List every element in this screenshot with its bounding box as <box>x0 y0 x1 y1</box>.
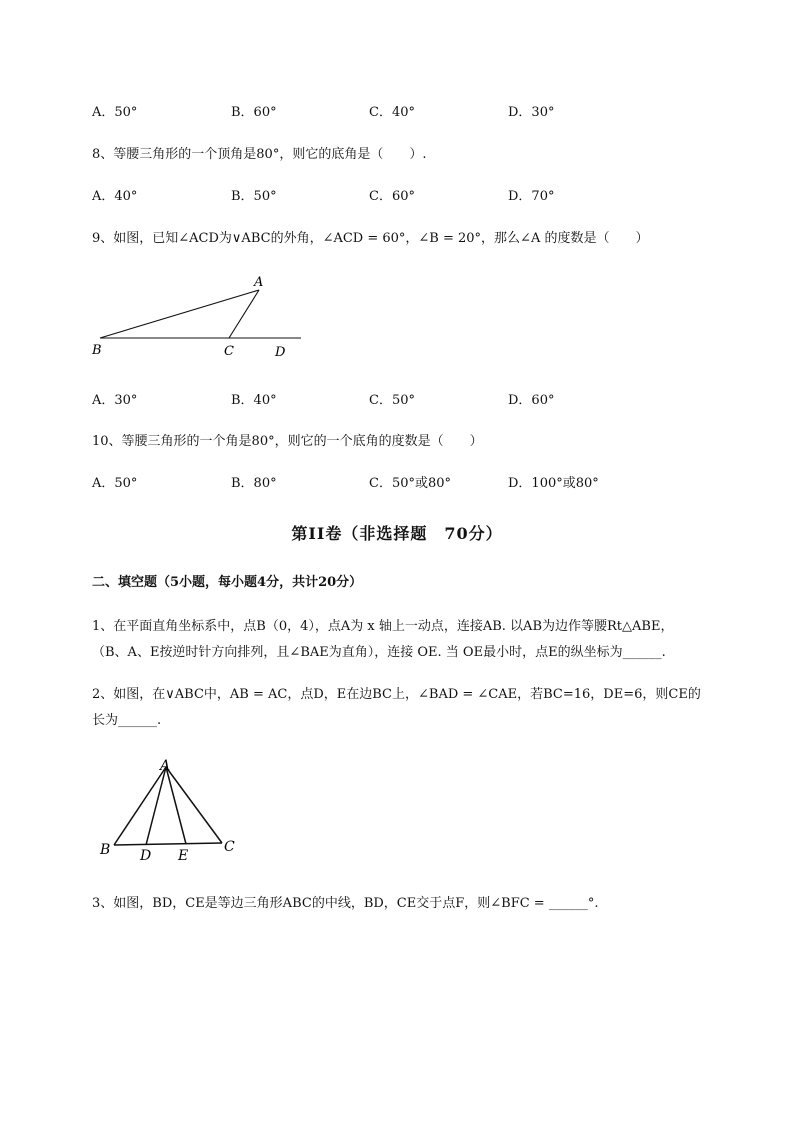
q7-option-d: D．30° <box>508 105 555 120</box>
f2-label-d: D <box>140 848 152 864</box>
f3-line1: 3、如图，BD，CE是等边三角形ABC的中线，BD，CE交于点F，则∠BFC = ______°. <box>92 896 599 911</box>
q7-option-c: C．40° <box>369 105 415 120</box>
q8-option-c: C．60° <box>369 189 415 204</box>
q7-option-a: A．50° <box>92 105 138 120</box>
q7-option-b: B．60° <box>231 105 277 120</box>
f2-figure <box>96 755 246 867</box>
q9-label-d: D <box>275 345 286 360</box>
f2-line2: 长为______. <box>92 713 162 728</box>
q9-label-a: A <box>254 275 264 290</box>
q8-option-b: B．50° <box>231 189 277 204</box>
q9-option-d: D．60° <box>508 393 555 408</box>
q8-option-d: D．70° <box>508 189 555 204</box>
f1-line1: 1、在平面直角坐标系中，点B（0，4），点A为 x 轴上一动点，连接AB. 以AB为边作等腰Rt△ABE， <box>92 619 674 634</box>
q8-stem: 8、等腰三角形的一个顶角是80°，则它的底角是（ ）. <box>92 147 427 162</box>
f1-line2: （B、A、E按逆时针方向排列，且∠BAE为直角），连接 OE. 当 OE最小时，点E的纵坐标为______. <box>92 645 666 660</box>
q9-option-a: A．30° <box>92 393 138 408</box>
q10-option-d: D．100°或80° <box>508 476 599 491</box>
f2-label-a: A <box>160 758 171 774</box>
q9-stem: 9、如图，已知∠ACD为∨ABC的外角，∠ACD = 60°，∠B = 20°，那么∠A 的度数是（ ） <box>92 231 649 246</box>
q10-stem: 10、等腰三角形的一个角是80°，则它的一个底角的度数是（ ） <box>92 434 483 449</box>
f2-label-c: C <box>224 839 235 855</box>
q9-figure <box>88 270 318 365</box>
f2-line1: 2、如图，在∨ABC中，AB = AC，点D，E在边BC上，∠BAD = ∠CAE，若BC=16，DE=6，则CE的 <box>92 687 701 702</box>
q10-option-a: A．50° <box>92 476 138 491</box>
q9-label-c: C <box>224 344 234 359</box>
part2-title: 第II卷（非选择题 70分） <box>291 524 503 543</box>
section2-header: 二、填空题（5小题，每小题4分，共计20分） <box>92 575 363 590</box>
q9-label-b: B <box>92 343 102 358</box>
q9-option-b: B．40° <box>231 393 277 408</box>
q9-option-c: C．50° <box>369 393 415 408</box>
q10-option-c: C．50°或80° <box>369 476 452 491</box>
f2-label-b: B <box>100 842 111 858</box>
q8-option-a: A．40° <box>92 189 138 204</box>
q10-option-b: B．80° <box>231 476 277 491</box>
f2-label-e: E <box>178 848 189 864</box>
